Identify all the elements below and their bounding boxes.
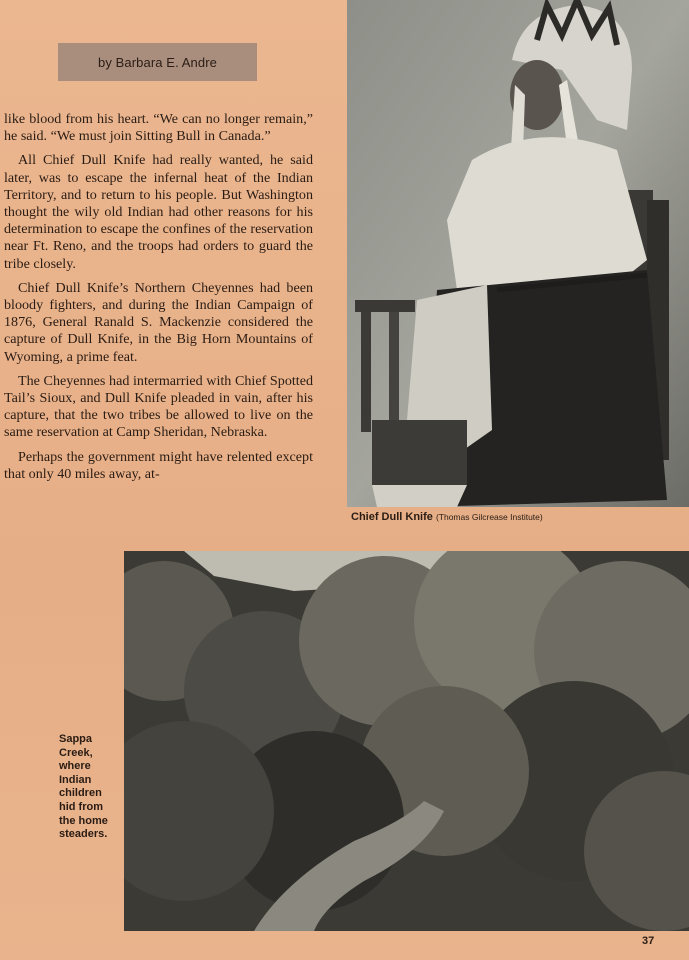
page-number: 37 — [642, 935, 655, 947]
byline-text: by Barbara E. Andre — [98, 54, 217, 70]
chief-portrait-photo — [347, 0, 689, 507]
portrait-caption-name: Chief Dull Knife — [351, 511, 433, 523]
sappa-creek-photo — [124, 551, 689, 931]
portrait-caption — [351, 511, 687, 523]
creek-caption: Sappa Creek, where Indian children hid from the home steaders. — [59, 733, 108, 841]
article-paragraph: like blood from his heart. “We can no longer remain,” he said. “We must join Sitting Bull in Canada.” — [4, 111, 313, 145]
byline — [58, 43, 257, 81]
article-paragraph: All Chief Dull Knife had really wanted, he said later, was to escape the infernal heat of the Indian Territory, and to return to his people. But Washington thought the wily old Indian had other reasons for his determination to escape the confines of the reservation near Ft. Reno, and the troops had orders to guard the tribe closely. — [4, 152, 313, 272]
article-body — [4, 111, 313, 490]
article-paragraph: Chief Dull Knife’s Northern Cheyennes had been bloody fighters, and during the Indian Campaign of 1876, General Ranald S. Mackenzie considered the capture of Dull Knife, in the Big Horn Mountains of Wyoming, a prime feat. — [4, 279, 313, 365]
portrait-caption-credit: (Thomas Gilcrease Institute) — [435, 512, 543, 522]
article-paragraph: Perhaps the government might have relented except that only 40 miles away, at- — [4, 448, 313, 482]
article-paragraph: The Cheyennes had intermarried with Chief Spotted Tail’s Sioux, and Dull Knife pleaded in vain, after his capture, that the two tribes be allowed to live on the same reservation at Camp Sheridan, Nebraska. — [4, 372, 313, 441]
